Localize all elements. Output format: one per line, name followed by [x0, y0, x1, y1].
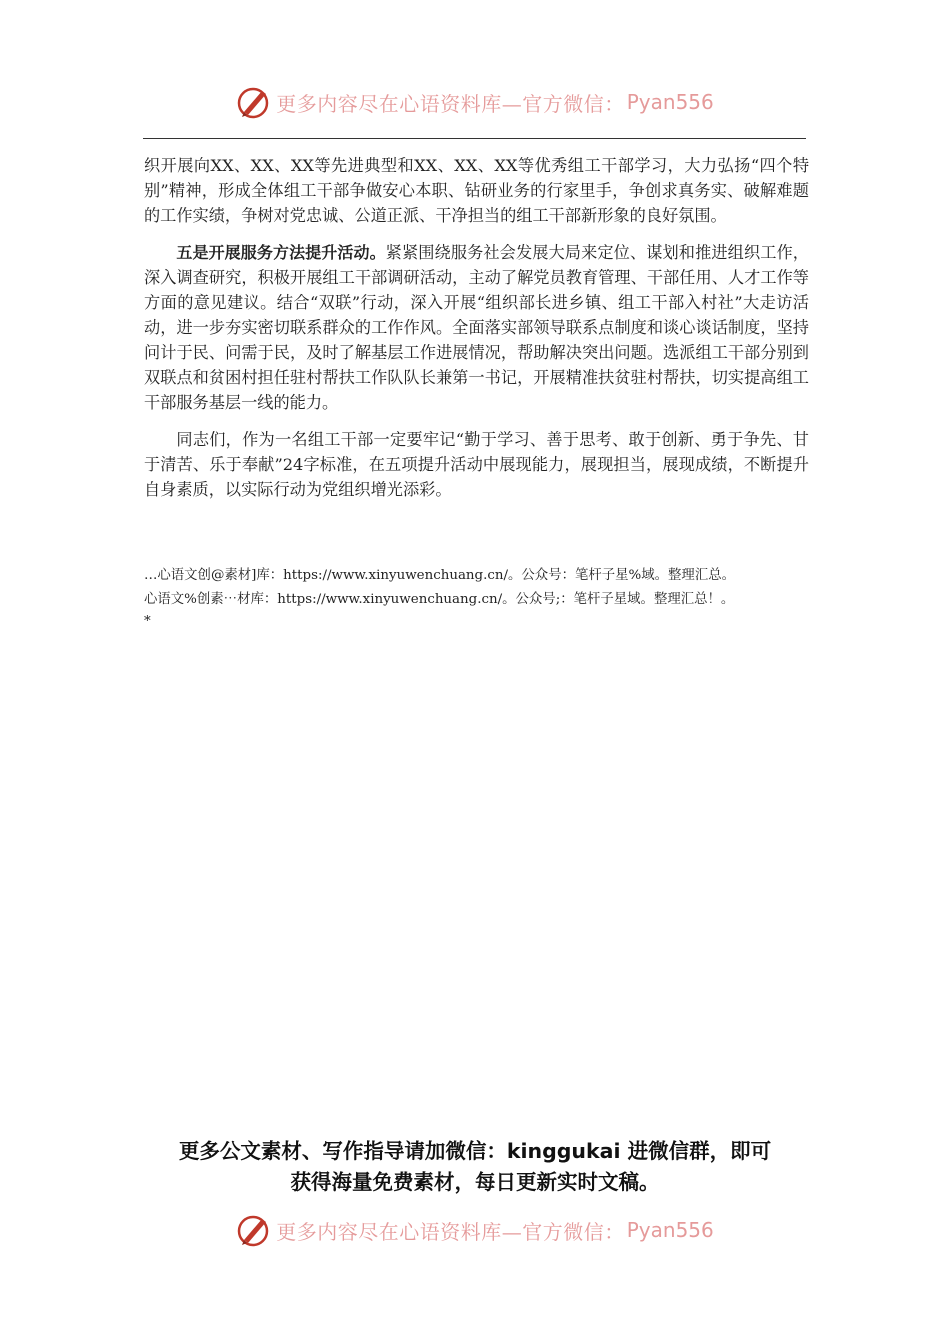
paragraph-3: 同志们，作为一名组工干部一定要牢记“勤于学习、善于思考、敢于创新、勇于争先、甘于清苦、乐于奉献”24字标准，在五项提升活动中展现能力，展现担当，展现成绩，不断提升自身素质，以实际行动为党组织增光添彩。 [144, 430, 809, 499]
footer-cta [0, 1136, 950, 1198]
footer-banner-text: 更多内容尽在心语资料库—官方微信： [276, 1219, 625, 1244]
header-banner-handle: Pyan556 [626, 90, 714, 114]
header-banner [0, 80, 950, 124]
pen-logo-icon [236, 1212, 272, 1248]
header-divider [143, 138, 806, 139]
paragraph-1: 织开展向XX、XX、XX等先进典型和XX、XX、XX等优秀组工干部学习，大力弘扬“四个特别”精神，形成全体组工干部争做安心本职、钻研业务的行家里手，争创求真务实、破解难题的工作实绩，争树对党忠诚、公道正派、干净担当的组工干部新形象的良好氛围。 [144, 156, 809, 225]
paragraph-2-body: 紧紧围绕服务社会发展大局来定位、谋划和推进组织工作，深入调查研究，积极开展组工干部调研活动，主动了解党员教育管理、干部任用、人才工作等方面的意见建议。结合“双联”行动，深入开展“组织部长进乡镇、组工干部入村社”大走访活动，进一步夯实密切联系群众的工作作风。全面落实部领导联系点制度和谈心谈话制度，坚持问计于民、问需于民，及时了解基层工作进展情况，帮助解决突出问题。选派组工干部分别到双联点和贫困村担任驻村帮扶工作队队长兼第一书记，开展精准扶贫驻村帮扶，切实提高组工干部服务基层一线的能力。 [144, 243, 809, 412]
paragraph-2 [144, 240, 809, 415]
source-note-2: 心语文%创素⋯材库：https://www.xinyuwenchuang.cn/。公众号;：笔杆子星域。整理汇总！。 [144, 592, 735, 607]
footer-cta-line-1: 更多公文素材、写作指导请加微信：kinggukai 进微信群，即可 [178, 1139, 772, 1163]
pen-logo-icon [236, 84, 272, 120]
header-banner-text: 更多内容尽在心语资料库—官方微信： [276, 91, 625, 116]
document-body [144, 153, 809, 514]
source-note-1: …心语文创@素材]库：https://www.xinyuwenchuang.cn/。公众号：笔杆子星%域。整理汇总。 [144, 568, 735, 583]
footer-banner-handle: Pyan556 [626, 1218, 714, 1242]
source-note-3: * [144, 614, 151, 629]
paragraph-2-heading: 五是开展服务方法提升活动。 [176, 243, 386, 262]
footer-banner [0, 1208, 950, 1252]
footer-cta-line-2: 获得海量免费素材，每日更新实时文稿。 [290, 1170, 660, 1194]
